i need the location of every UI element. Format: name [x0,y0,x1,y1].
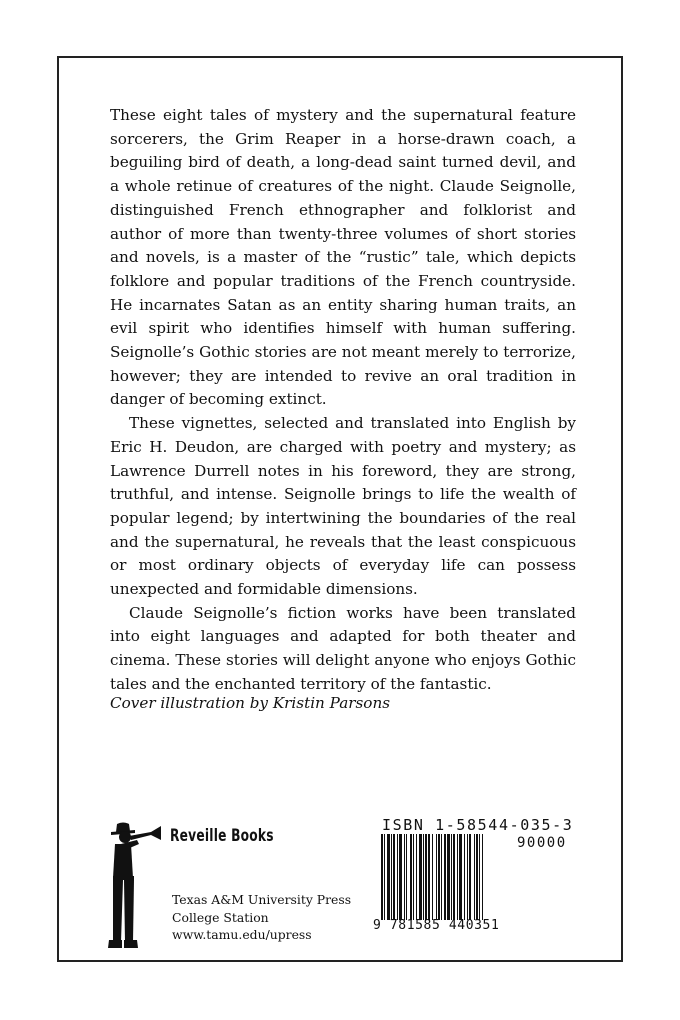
publisher-location: College Station [172,909,269,925]
imprint-name: Reveille Books [170,826,274,846]
price-code: 90000 [517,835,567,851]
isbn-barcode [381,834,509,920]
blurb-paragraph-2: These vignettes, selected and translated into English by Eric H. Deudon, are charged with poetry and mystery; as Lawrence Durrell notes in his foreword, they are strong, truthful, and intense. Seignolle brings to life the wealth of popular legend; by intertwining the boundaries of the real and the supernatural, he reveals that the least conspicuous or most ordinary objects of everyday life can possess unexpected and formidable dimensions. [110,414,576,599]
publisher-name: Texas A&M University Press [172,892,352,907]
publisher-info [172,891,351,944]
blurb-paragraph-1: These eight tales of mystery and the supernatural feature sorcerers, the Grim Reaper in a horse-drawn coach, a beguiling bird of death, a long-dead saint turned devil, and a whole retinue of creatures of the night. Claude Seignolle, distinguished French ethnographer and folklorist and author of more than twenty-three volumes of short stories and novels, is a master of the “rustic” tale, which depicts folklore and popular traditions of the French countryside. He incarnates Satan as an entity sharing human traits, an evil spirit who identifies himself with human suffering. Seignolle’s Gothic stories are not meant merely to terrorize, however; they are intended to revive an oral tradition in danger of becoming extinct. [110,106,576,409]
cover-illustration-credit: Cover illustration by Kristin Parsons [110,694,391,712]
blurb-text [110,104,576,697]
blurb-paragraph-3: Claude Seignolle’s fiction works have been translated into eight languages and adapted for both theater and cinema. These stories will delight anyone who enjoys Gothic tales and the enchanted territory of the fantastic. [110,603,576,693]
bugler-silhouette-icon [105,822,163,950]
isbn-label: ISBN 1-58544-035-3 [382,816,574,834]
publisher-url: www.tamu.edu/upress [172,927,312,942]
barcode-digits: 9 781585 440351 [373,918,500,933]
